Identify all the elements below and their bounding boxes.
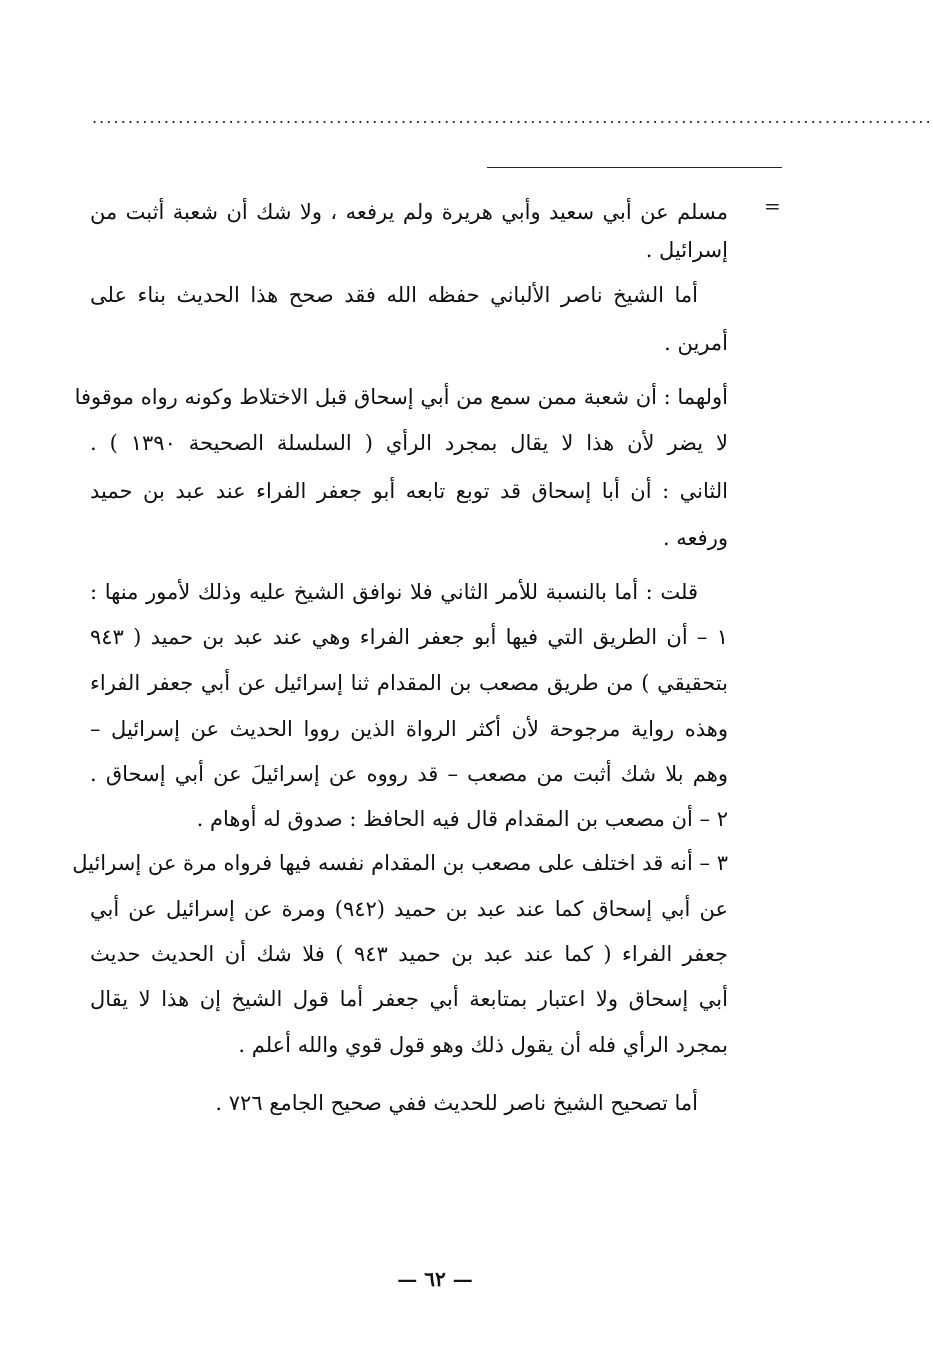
body-line: أبي إسحاق ولا اعتبار بمتابعة أبي جعفر أما قول الشيخ إن هذا لا يقال [90, 987, 728, 1011]
body-line: أمرين . [664, 331, 728, 355]
footnote-rule [487, 167, 782, 168]
body-line: ٢ – أن مصعب بن المقدام قال فيه الحافظ : صدوق له أوهام . [196, 807, 728, 831]
body-line: وهم بلا شك أثبت من مصعب – قد رووه عن إسرائيلَ عن أبي إسحاق . [90, 762, 728, 786]
body-line: وهذه رواية مرجوحة لأن أكثر الرواة الذين رووا الحديث عن إسرائيل – [90, 717, 728, 741]
body-line: ١ – أن الطريق التي فيها أبو جعفر الفراء وهي عند عبد بن حميد ( ٩٤٣ [90, 625, 728, 649]
body-line: بمجرد الرأي فله أن يقول ذلك وهو قول قوي والله أعلم . [238, 1033, 728, 1057]
body-line: ٣ – أنه قد اختلف على مصعب بن المقدام نفسه فيها فرواه مرة عن إسرائيل [72, 851, 728, 875]
body-line: أولهما : أن شعبة ممن سمع من أبي إسحاق قبل الاختلاط وكونه رواه موقوفا [74, 385, 728, 409]
page-number: — ٦٢ — [397, 1267, 473, 1291]
footnote-line: إسرائيل . [645, 238, 728, 262]
body-line: عن أبي إسحاق كما عند عبد بن حميد (٩٤٢) ومرة عن إسرائيل عن أبي [90, 897, 728, 921]
body-line: أما الشيخ ناصر الألباني حفظه الله فقد صحح هذا الحديث بناء على [90, 283, 698, 307]
footnote-continuation-marker: = [764, 194, 781, 218]
dotted-separator: ..................................................................................................................... [92, 108, 933, 127]
body-line: أما تصحيح الشيخ ناصر للحديث ففي صحيح الجامع ٧٢٦ . [215, 1091, 698, 1115]
body-line: ورفعه . [662, 526, 728, 550]
footnote-line: مسلم عن أبي سعيد وأبي هريرة ولم يرفعه ، ولا شك أن شعبة أثبت من [90, 200, 728, 224]
body-line: لا يضر لأن هذا لا يقال بمجرد الرأي ( السلسلة الصحيحة ١٣٩٠ ) . [90, 431, 729, 455]
body-line: قلت : أما بالنسبة للأمر الثاني فلا نوافق الشيخ عليه وذلك لأمور منها : [90, 580, 698, 604]
body-line: بتحقيقي ) من طريق مصعب بن المقدام ثنا إسرائيل عن أبي جعفر الفراء [90, 671, 728, 695]
body-line: الثاني : أن أبا إسحاق قد توبع تابعه أبو جعفر الفراء عند عبد بن حميد [90, 479, 728, 503]
body-line: جعفر الفراء ( كما عند عبد بن حميد ٩٤٣ ) فلا شك أن الحديث حديث [90, 942, 728, 966]
